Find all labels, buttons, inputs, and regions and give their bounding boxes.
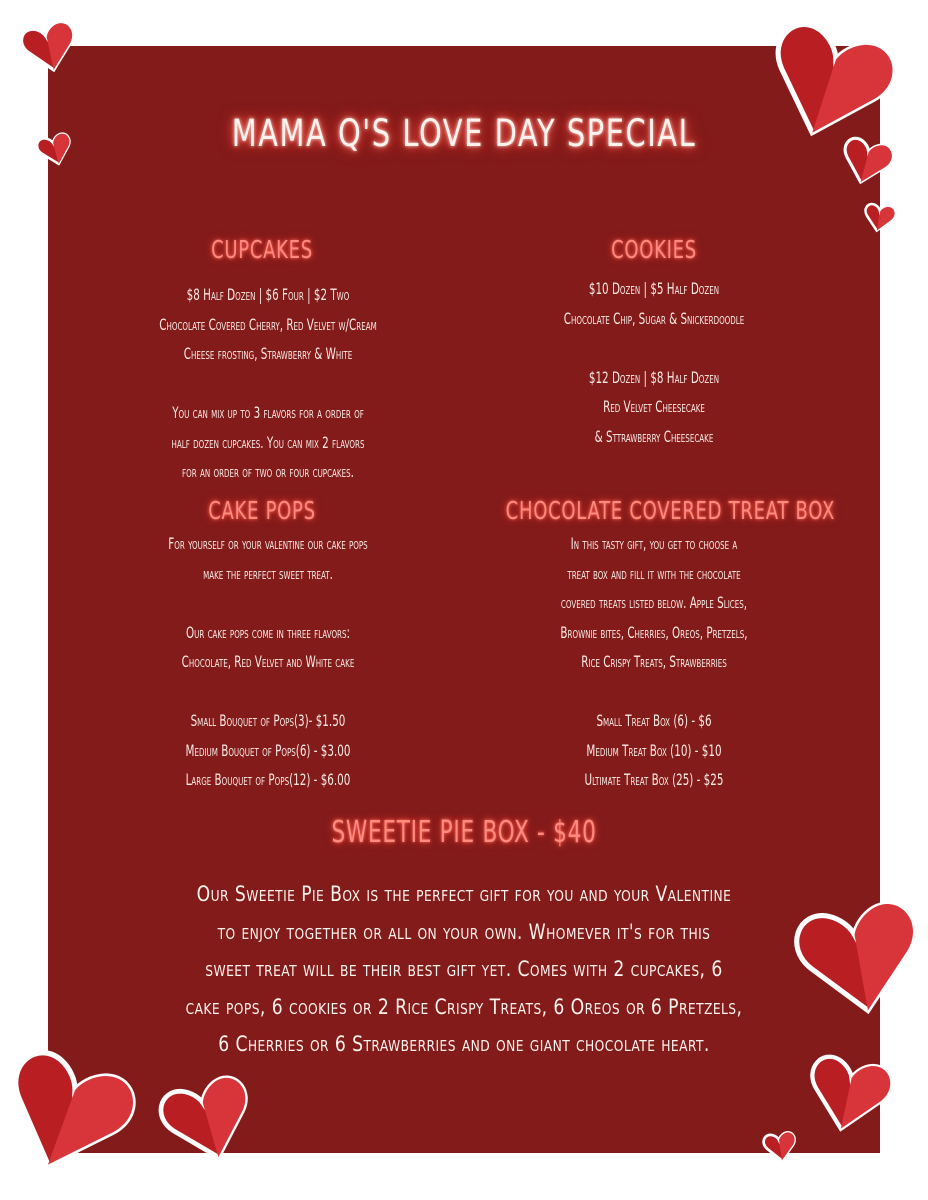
treat-box-line: Ultimate Treat Box (25) - $25 xyxy=(584,770,724,789)
treat-box-line: In this tasty gift, you get to choose a xyxy=(570,534,738,553)
heart-icon xyxy=(0,1040,132,1190)
treat-box-line: Small Treat Box (6) - $6 xyxy=(596,711,712,730)
treat-box-section xyxy=(464,529,844,795)
cake-pops-line: For yourself or your valentine our cake pops xyxy=(168,534,368,553)
cupcakes-section xyxy=(82,280,454,487)
sweetie-pie-heading xyxy=(214,815,714,850)
sweetie-pie-line: cake pops, 6 cookies or 2 Rice Crispy Treats, 6 Oreos or 6 Pretzels, xyxy=(185,994,743,1019)
cookies-line: $10 Dozen | $5 Half Dozen xyxy=(588,279,720,298)
cake-pops-line: Chocolate, Red Velvet and White cake xyxy=(181,652,355,671)
sweetie-pie-line: 6 Cherries or 6 Strawberries and one giant chocolate heart. xyxy=(218,1032,710,1056)
heart-icon xyxy=(790,896,928,1024)
cookies-heading xyxy=(504,235,804,264)
cupcakes-line: for an order of two or four cupcakes. xyxy=(182,462,354,481)
spacer xyxy=(134,677,402,707)
spacer xyxy=(524,333,783,363)
treat-box-line: treat box and fill it with the chocolate xyxy=(567,563,741,583)
sweetie-pie-line: sweet treat will be their best gift yet. Comes with 2 cupcakes, 6 xyxy=(205,957,723,981)
cake-pops-section xyxy=(82,529,454,795)
treat-box-heading-text: CHOCOLATE COVERED TREAT BOX xyxy=(505,496,836,525)
cookies-section xyxy=(474,274,834,451)
cake-pops-heading xyxy=(112,496,412,525)
heart-icon xyxy=(758,20,898,148)
cookies-line: & Sttrawberry Cheesecake xyxy=(594,426,714,446)
treat-box-heading xyxy=(448,496,860,525)
cake-pops-line: Medium Bouquet of Pops(6) - $3.00 xyxy=(185,740,351,760)
heart-icon xyxy=(160,1074,256,1168)
treat-box-line: covered treats listed below. Apple Slices, xyxy=(560,593,748,612)
treat-box-line: Brownie bites, Cherries, Oreos, Pretzels, xyxy=(560,622,748,642)
treat-box-line: Rice Crispy Treats, Strawberries xyxy=(581,652,727,671)
cupcakes-line: You can mix up to 3 flavors for a order of xyxy=(172,403,364,422)
cookies-heading-text: COOKIES xyxy=(611,235,697,264)
heart-icon xyxy=(802,1052,894,1138)
treat-box-line: Medium Treat Box (10) - $10 xyxy=(586,740,722,760)
sweetie-pie-description xyxy=(88,876,840,1064)
sweetie-pie-line: Our Sweetie Pie Box is the perfect gift for you and your Valentine xyxy=(196,882,732,906)
cupcakes-heading-text: CUPCAKES xyxy=(211,235,313,264)
cookies-line: $12 Dozen | $8 Half Dozen xyxy=(588,367,720,387)
cake-pops-heading-text: CAKE POPS xyxy=(208,496,316,525)
cupcakes-line: $8 Half Dozen | $6 Four | $2 Two xyxy=(186,285,350,304)
heart-icon xyxy=(862,202,896,234)
cupcakes-line: half dozen cupcakes. You can mix 2 flavors xyxy=(171,432,365,452)
page-title: MAMA Q'S LOVE DAY SPECIAL xyxy=(231,112,697,155)
heart-icon xyxy=(20,20,78,76)
spacer xyxy=(517,677,791,707)
cake-pops-line: Our cake pops come in three flavors: xyxy=(185,622,351,642)
cake-pops-line: Large Bouquet of Pops(12) - $6.00 xyxy=(185,770,351,789)
sweetie-pie-heading-text: SWEETIE PIE BOX - $40 xyxy=(331,815,597,850)
cookies-line: Chocolate Chip, Sugar & Snickerdoodle xyxy=(563,308,745,328)
heart-icon xyxy=(762,1130,798,1164)
heart-icon xyxy=(36,132,74,168)
cupcakes-line: Chocolate Covered Cherry, Red Velvet w/Cream xyxy=(159,314,377,334)
heart-icon xyxy=(838,136,894,188)
spacer xyxy=(134,588,402,618)
cupcakes-heading xyxy=(112,235,412,264)
cake-pops-line: Small Bouquet of Pops(3)- $1.50 xyxy=(190,711,346,730)
cookies-line: Red Velvet Cheesecake xyxy=(603,397,705,416)
sweetie-pie-line: to enjoy together or all on your own. Whomever it's for this xyxy=(217,919,711,944)
cupcakes-line: Cheese frosting, Strawberry & White xyxy=(183,344,353,363)
cake-pops-line: make the perfect sweet treat. xyxy=(203,563,333,583)
spacer xyxy=(134,369,402,399)
